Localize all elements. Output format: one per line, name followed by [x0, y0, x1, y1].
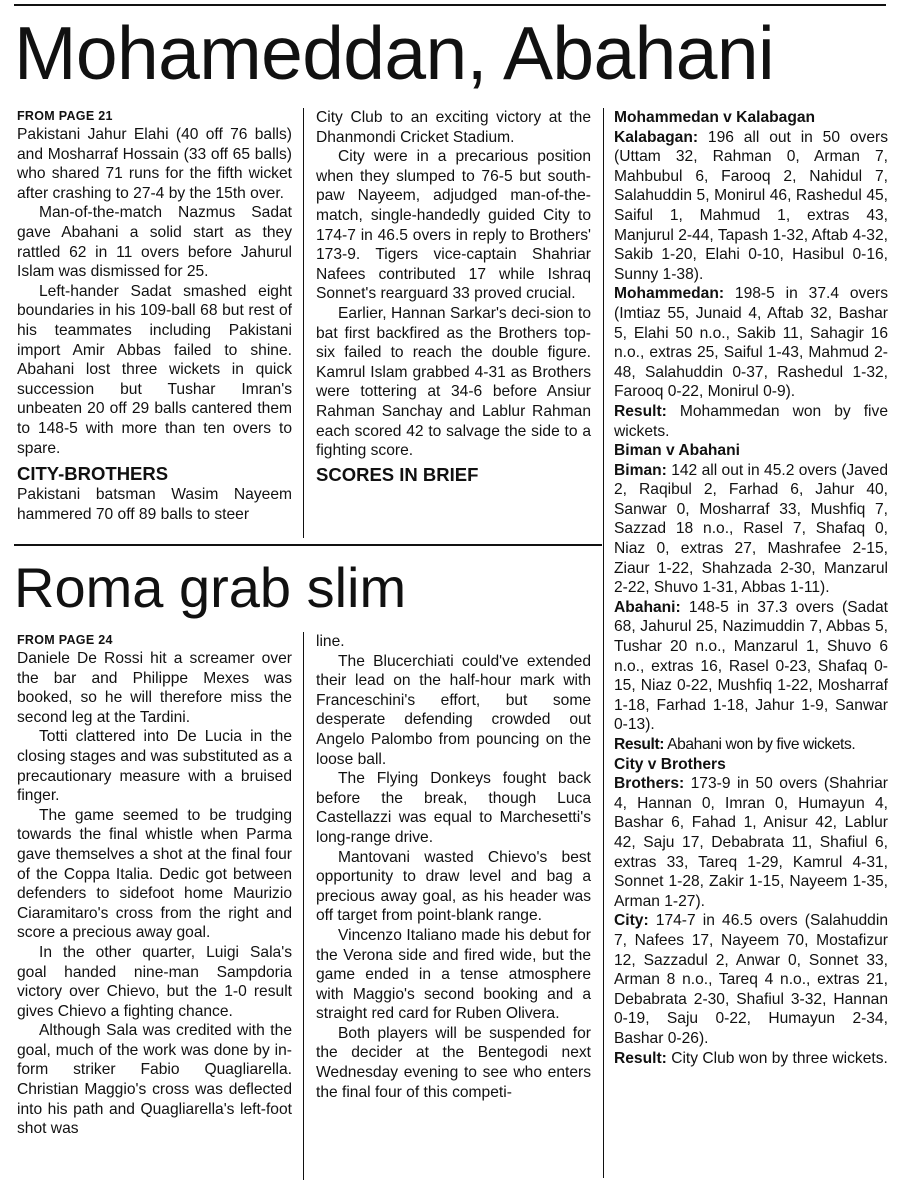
story2-paragraph: Mantovani wasted Chievo's best opportunity to draw level and bag a precious away goal, as his header was off target from point-blank range.	[316, 848, 591, 925]
from-page-kicker: FROM PAGE 21	[17, 109, 113, 123]
scores-entry-text: 148-5 in 37.3 overs (Sadat 68, Jahurul 25, Nazimuddin 7, Abbas 5, Tushar 20 n.o., Manzarul 1, Shuvo 6 n.o., extras 16, Rasel 0-23, Shafaq 0-15, Niaz 0-22, Mushfiq 1-22, Mosharraf 1-18, Farhad 1-18, Jahur 1-9, Sanwar 0-13).	[614, 598, 888, 734]
scores-team-label: Result:	[614, 1049, 667, 1067]
scores-entry-text: 174-7 in 46.5 overs (Salahuddin 7, Nafees 17, Nayeem 70, Mostafizur 12, Sazzadul 2, Anwar 0, Sonnet 33, Arman 8 n.o., Tareq 4 n.o., extras 21, Debabrata 2-30, Shafiul 3-32, Hannan 0-19, Saju 0-22, Humayun 2-34, Bashar 0-26).	[614, 912, 888, 1047]
scores-match-title: Mohammedan v Kalabagan	[614, 109, 816, 126]
story1-column-2	[316, 108, 591, 486]
scores-team-label: Result:	[614, 736, 665, 753]
column-rule-1	[303, 108, 304, 538]
story2-paragraph: Although Sala was credited with the goal, much of the work was done by in-form striker Fabio Quagliarella. Christian Maggio's cross was deflected into his path and Quagliarella's left-foot shot was	[17, 1022, 292, 1138]
story1-paragraph: Pakistani batsman Wasim Nayeem hammered 70 off 89 balls to steer	[17, 486, 292, 523]
story2-paragraph: Both players will be suspended for the decider at the Bentegodi next Wednesday evening to see who enters the final four of this competi-	[316, 1024, 591, 1101]
story2-paragraph: line.	[316, 633, 345, 650]
story1-paragraph: Earlier, Hannan Sarkar's deci-sion to bat first backfired as the Brothers top-six failed to reach the double figure. Kamrul Islam grabbed 4-31 as Brothers were tottering at 34-6 before Ansiur Rahman Sanchay and Lablur Rahman each scored 42 to salvage the side to a fighting score.	[316, 304, 591, 460]
story2-paragraph: The Flying Donkeys fought back before the break, though Luca Castellazzi was equal to Marchesetti's long-range drive.	[316, 770, 591, 846]
scores-entry-text: 142 all out in 45.2 overs (Javed 2, Raqibul 2, Farhad 6, Jahur 40, Sanwar 0, Mosharraf 33, Mushfiq 7, Sazzad 18 n.o., Rasel 7, Shafaq 0, Niaz 0, extras 27, Mashrafee 2-15, Ziaur 1-22, Shahzada 2-30, Manzarul 2-22, Shuvo 1-31, Abbas 1-11).	[614, 461, 888, 597]
scores-team-label: Mohammedan:	[614, 285, 725, 303]
scores-team-label: Brothers:	[614, 775, 685, 793]
scores-column	[614, 108, 888, 1068]
scores-team-label: City:	[614, 912, 649, 930]
from-page-kicker: FROM PAGE 24	[17, 633, 113, 647]
top-rule	[14, 4, 886, 6]
scores-match-title: City v Brothers	[614, 755, 726, 773]
headline-roma-grab-slim: Roma grab slim	[14, 556, 407, 619]
story1-column-1	[17, 108, 292, 524]
scores-entry-text: Mohammedan won by five wickets.	[614, 402, 888, 440]
story1-paragraph: City Club to an exciting victory at the Dhanmondi Cricket Stadium.	[316, 109, 591, 146]
scores-team-label: Kalabagan:	[614, 128, 699, 146]
story-divider-rule	[14, 544, 602, 546]
story2-column-2	[316, 632, 591, 1102]
scores-entry-text: 173-9 in 50 overs (Shahriar 4, Hannan 0, Imran 0, Humayun 4, Bashar 6, Fahad 1, Anisur 42, Lablur 42, Saju 17, Debabrata 11, Shafiul 6, extras 33, Tareq 1-29, Kamrul 4-31, Sonnet 1-28, Zakir 1-15, Nayeem 1-35, Arman 1-27).	[614, 775, 888, 910]
headline-mohameddan-abahani: Mohameddan, Abahani	[14, 11, 775, 95]
scores-entry	[614, 461, 888, 598]
story2-paragraph: Vincenzo Italiano made his debut for the Verona side and fired wide, but the game ended in a tense atmosphere with Maggio's second booking and a straight red card for Ruben Olivera.	[316, 926, 591, 1023]
scores-entry	[614, 402, 888, 441]
story2-paragraph: The Blucerchiati could've extended their lead on the half-hour mark with Franceschini's effort, but some desperate defending crowded out Angelo Palombo from pouncing on the loose ball.	[316, 652, 591, 768]
scores-entry	[614, 598, 888, 735]
story2-paragraph: The game seemed to be trudging towards the final whistle when Parma gave themselves a shot at the final four of the Coppa Italia. Dedic got between defenders to sidefoot home Maurizio Ciaramitaro's cross from the right and score a precious away goal.	[17, 806, 292, 942]
scores-entry	[614, 774, 888, 911]
story1-paragraph: Man-of-the-match Nazmus Sadat gave Abahani a solid start as they rattled 62 in 11 overs before Jahurul Islam was dismissed for 25.	[17, 204, 292, 281]
column-rule-2	[603, 108, 604, 1178]
scores-entry	[614, 284, 888, 402]
story2-paragraph: In the other quarter, Luigi Sala's goal handed nine-man Sampdoria victory over Chievo, but the 1-0 result gives Chievo a fighting chance.	[17, 943, 292, 1020]
story2-paragraph: Totti clattered into De Lucia in the closing stages and was substituted as a precautionary measure with a bruised finger.	[17, 728, 292, 805]
scores-entry-text: City Club won by three wickets.	[666, 1049, 888, 1067]
story1-paragraph: Left-hander Sadat smashed eight boundaries in his 109-ball 68 but rest of his teammates including Pakistani import Amir Abbas failed to shine. Abahani lost three wickets in quick succession but Tushar Imran's unbeaten 20 off 29 balls cantered them to 148-5 with more than ten overs to spare.	[17, 282, 292, 457]
scores-team-label: Abahani:	[614, 598, 681, 616]
scores-entry	[614, 735, 888, 755]
subhead-scores-in-brief: SCORES IN BRIEF	[316, 463, 479, 485]
subhead-city-brothers: CITY-BROTHERS	[17, 463, 169, 485]
story2-column-1	[17, 632, 292, 1139]
scores-entry	[614, 1049, 888, 1069]
scores-entry	[614, 911, 888, 1048]
scores-team-label: Result:	[614, 402, 667, 420]
scores-team-label: Biman:	[614, 461, 667, 479]
scores-entry-text: 198-5 in 37.4 overs (Imtiaz 55, Junaid 4, Aftab 32, Bashar 5, Elahi 50 n.o., Sakib 11, Sahagir 16 n.o., extras 25, Saiful 1-43, Mahmud 2-48, Salahuddin 0-37, Rashedul 1-32, Farooq 0-22, Monirul 0-9).	[614, 285, 888, 401]
scores-entry-text: 196 all out in 50 overs (Uttam 32, Rahman 0, Arman 7, Mahbubul 6, Farooq 2, Nahidul 7, Salahuddin 5, Monirul 46, Rashedul 45, Saiful 1, Mahmud 1, extras 43, Manjurul 2-44, Tapash 1-32, Aftab 4-32, Sakib 1-20, Elahi 0-10, Hasibul 0-16, Sunny 1-38).	[614, 128, 888, 283]
story1-paragraph: City were in a precarious position when they slumped to 76-5 but south-paw Nayeem, adjudged man-of-the-match, single-handedly guided City to 174-7 in 46.5 overs in reply to Brothers' 173-9. Tigers vice-captain Shahriar Nafees contributed 17 while Ishraq Sonnet's rearguard 33 proved crucial.	[316, 148, 591, 303]
scores-entry	[614, 128, 888, 285]
scores-entry-text: Abahani won by five wickets.	[664, 736, 856, 753]
column-rule-3	[303, 632, 304, 1180]
scores-match-title: Biman v Abahani	[614, 442, 740, 460]
story1-paragraph: Pakistani Jahur Elahi (40 off 76 balls) and Mosharraf Hossain (33 off 65 balls) who shared 71 runs for the fifth wicket after crashing to 27-4 by the 15th over.	[17, 126, 292, 202]
story2-paragraph: Daniele De Rossi hit a screamer over the bar and Philippe Mexes was booked, so he will therefore miss the second leg at the Tardini.	[17, 650, 292, 726]
